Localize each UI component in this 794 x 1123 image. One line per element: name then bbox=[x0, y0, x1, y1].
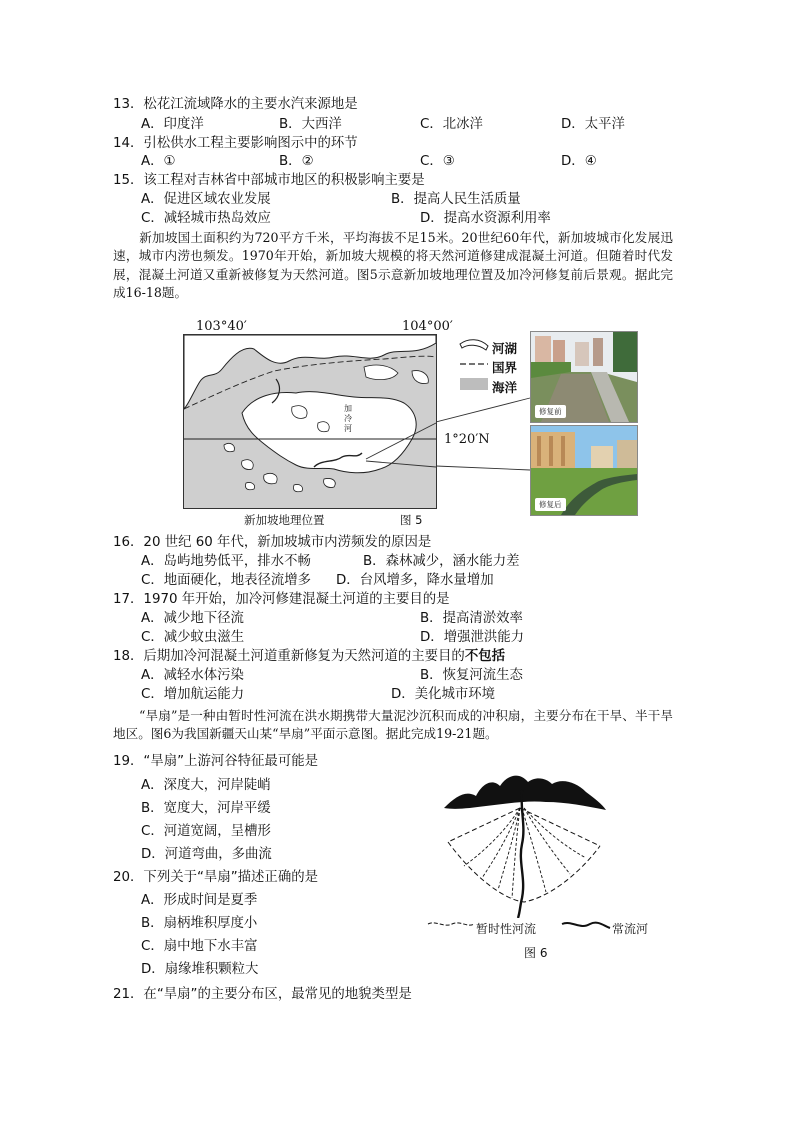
question-19-stem: 19．“旱扇”上游河谷特征最可能是 bbox=[113, 754, 318, 769]
question-18-stem bbox=[113, 647, 505, 666]
q19-option-d: D．河道弯曲，多曲流 bbox=[141, 847, 272, 862]
q14-option-d: D．④ bbox=[561, 154, 597, 169]
q20-option-a: A．形成时间是夏季 bbox=[141, 893, 258, 908]
legend-border-label: 国界 bbox=[492, 360, 518, 375]
question-20-stem: 20．下列关于“旱扇”描述正确的是 bbox=[113, 870, 318, 885]
q14-option-a: A．① bbox=[141, 154, 176, 169]
q15-option-c: C．减轻城市热岛效应 bbox=[141, 211, 271, 226]
river-label-char-3: 河 bbox=[344, 424, 352, 433]
passage-dry-fan-text: “旱扇”是一种由暂时性河流在洪水期携带大量泥沙沉积而成的冲积扇，主要分布在干旱、半干旱地区。图6为我国新疆天山某“旱扇”平面示意图。据此完成19-21题。 bbox=[113, 708, 673, 742]
figure6-fan-diagram bbox=[436, 770, 612, 918]
question-17-stem: 17．1970 年开始，加冷河修建混凝土河道的主要目的是 bbox=[113, 592, 450, 607]
q18-option-c: C．增加航运能力 bbox=[141, 687, 245, 702]
figure5-caption-left: 新加坡地理位置 bbox=[244, 513, 325, 527]
island-small-1 bbox=[224, 443, 234, 451]
legend-river-label: 河湖 bbox=[492, 341, 518, 356]
temporary-streams bbox=[464, 808, 586, 898]
island-small-2 bbox=[242, 460, 254, 470]
q14-option-b: B．② bbox=[279, 154, 314, 169]
map-legend-swatches bbox=[458, 336, 492, 398]
legend-temporary-icon bbox=[426, 918, 476, 934]
passage-dry-fan bbox=[113, 707, 673, 744]
q16-option-d: D．台风增多，降水量增加 bbox=[336, 573, 494, 588]
question-21-stem: 21．在“旱扇”的主要分布区，最常见的地貌类型是 bbox=[113, 987, 412, 1002]
legend-sea-label: 海洋 bbox=[492, 380, 518, 395]
latitude-label: 1°20′N bbox=[444, 432, 490, 447]
island-small-3 bbox=[264, 473, 277, 483]
q19-option-b: B．宽度大，河岸平缓 bbox=[141, 801, 271, 816]
legend-permanent-label: 常流河 bbox=[612, 922, 649, 936]
passage-singapore-text: 新加坡国土面积约为720平方千米，平均海拔不足15米。20世纪60年代，新加坡城市化发展迅速，城市内涝也频发。1970年开始，新加坡大规模的将天然河道修建成混凝土河道。但随着时代发展，混凝土河道又重新被修复为天然河道。图5示意新加坡地理位置及加冷河修复前后景观。据此完成16-18题。 bbox=[113, 230, 673, 301]
q17-option-a: A．减少地下径流 bbox=[141, 611, 244, 626]
passage-singapore bbox=[113, 229, 673, 303]
q18-option-d: D．美化城市环境 bbox=[391, 687, 496, 702]
island-tekong bbox=[412, 371, 428, 384]
island-small-6 bbox=[245, 482, 254, 489]
q18-option-a: A．减轻水体污染 bbox=[141, 668, 244, 683]
island-small-4 bbox=[293, 484, 302, 491]
q20-option-c: C．扇中地下水丰富 bbox=[141, 939, 258, 954]
photo-after-label: 修复后 bbox=[535, 498, 566, 511]
longitude-left-label: 103°40′ bbox=[196, 319, 247, 334]
q15-option-a: A．促进区域农业发展 bbox=[141, 192, 271, 207]
photo-before-label: 修复前 bbox=[535, 405, 566, 418]
longitude-right-label: 104°00′ bbox=[402, 319, 453, 334]
legend-permanent-icon bbox=[560, 918, 612, 934]
singapore-map-svg bbox=[184, 335, 436, 508]
question-15-stem: 15．该工程对吉林省中部城市地区的积极影响主要是 bbox=[113, 173, 425, 188]
q20-option-d: D．扇缘堆积颗粒大 bbox=[141, 962, 259, 977]
q17-option-b: B．提高清淤效率 bbox=[420, 611, 523, 626]
legend-sea-icon bbox=[460, 378, 488, 390]
q18-stem-main: 18．后期加冷河混凝土河道重新修复为天然河道的主要目的 bbox=[113, 649, 465, 664]
q14-option-c: C．③ bbox=[420, 154, 455, 169]
figure5-caption-right: 图 5 bbox=[400, 513, 423, 527]
q13-option-a: A．印度洋 bbox=[141, 117, 204, 132]
q13-option-c: C．北冰洋 bbox=[420, 117, 483, 132]
island-ubin bbox=[364, 365, 398, 380]
singapore-map bbox=[183, 334, 437, 509]
pointer-ext-before bbox=[436, 398, 530, 422]
q16-option-c: C．地面硬化，地表径流增多 bbox=[141, 573, 312, 588]
q19-option-a: A．深度大，河岸陡峭 bbox=[141, 778, 271, 793]
river-label-char-2: 冷 bbox=[344, 414, 352, 423]
q18-stem-bold: 不包括 bbox=[464, 649, 505, 664]
q13-option-d: D．太平洋 bbox=[561, 117, 625, 132]
island-small-5 bbox=[324, 478, 336, 487]
mountain-range bbox=[444, 776, 606, 810]
q15-option-b: B．提高人民生活质量 bbox=[391, 192, 521, 207]
q16-option-a: A．岛屿地势低平，排水不畅 bbox=[141, 554, 311, 569]
question-14-stem: 14．引松供水工程主要影响图示中的环节 bbox=[113, 136, 358, 151]
legend-temporary-label: 暂时性河流 bbox=[476, 922, 537, 936]
q16-option-b: B．森林减少，涵水能力差 bbox=[363, 554, 520, 569]
photo-before-restoration bbox=[530, 331, 638, 423]
q15-option-d: D．提高水资源利用率 bbox=[420, 211, 551, 226]
q19-option-c: C．河道宽阔，呈槽形 bbox=[141, 824, 271, 839]
q17-option-d: D．增强泄洪能力 bbox=[420, 630, 525, 645]
question-13-stem: 13．松花江流域降水的主要水汽来源地是 bbox=[113, 97, 358, 112]
figure6-caption: 图 6 bbox=[524, 946, 548, 960]
q17-option-c: C．减少蚊虫滋生 bbox=[141, 630, 245, 645]
q20-option-b: B．扇柄堆积厚度小 bbox=[141, 916, 258, 931]
pointer-ext-after bbox=[436, 466, 530, 470]
q13-option-b: B．大西洋 bbox=[279, 117, 342, 132]
legend-river-icon bbox=[460, 340, 488, 350]
river-label-char-1: 加 bbox=[344, 404, 352, 413]
pointer-extension bbox=[436, 394, 532, 474]
photo-after-restoration bbox=[530, 425, 638, 516]
q18-option-b: B．恢复河流生态 bbox=[420, 668, 523, 683]
question-16-stem: 16．20 世纪 60 年代，新加坡城市内涝频发的原因是 bbox=[113, 535, 432, 550]
reservoir-2 bbox=[318, 422, 330, 432]
